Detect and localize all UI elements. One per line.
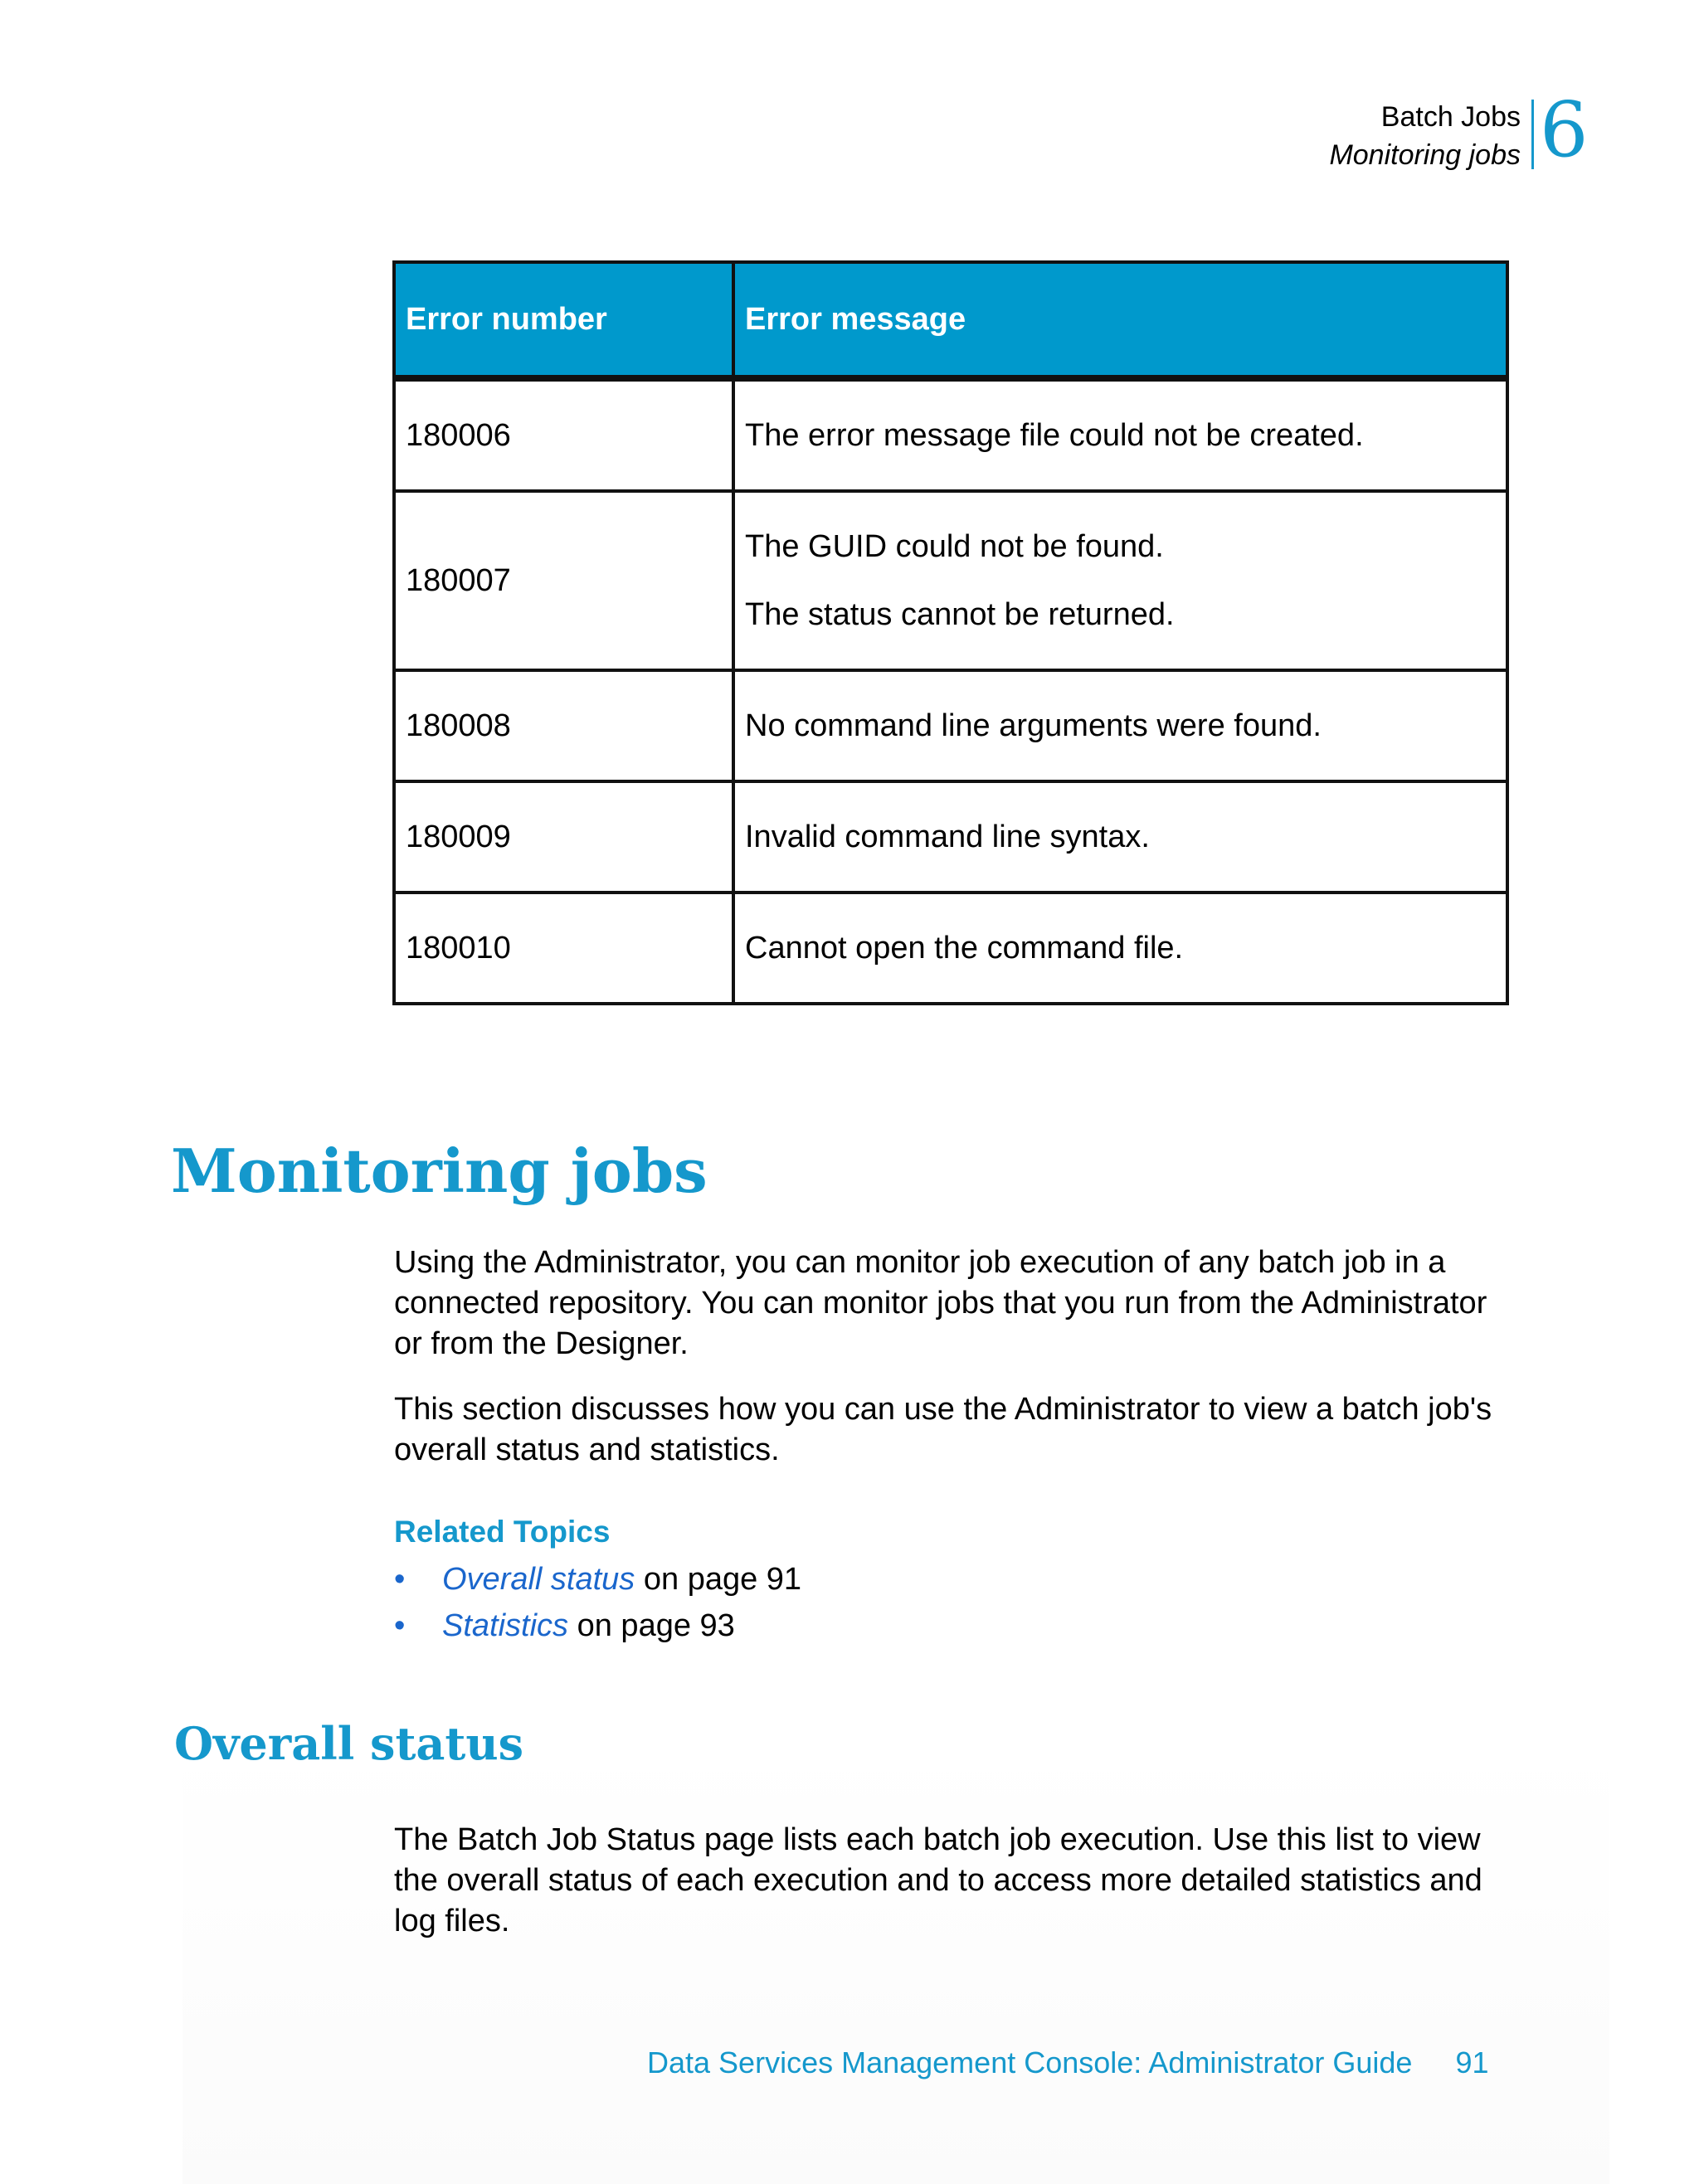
overall-status-link[interactable]: Overall status [442,1562,635,1597]
error-number-cell: 180010 [394,893,733,1004]
error-number-cell: 180006 [394,378,733,491]
table-row [394,491,1507,670]
table-row [394,893,1507,1004]
related-topics-list [394,1556,801,1649]
error-number-cell: 180007 [394,491,733,670]
error-message-line: No command line arguments were found. [745,708,1322,743]
running-header [1329,98,1521,174]
header-error-number: Error number [394,262,733,378]
error-message-line: Cannot open the command file. [745,931,1184,966]
table-header-row [394,262,1507,378]
list-item [394,1603,801,1649]
section-heading-overall-status: Overall status [174,1717,523,1770]
bullet: • [394,1608,406,1643]
table-row [394,670,1507,781]
list-item [394,1556,801,1603]
error-message-cell [733,781,1507,893]
statistics-link[interactable]: Statistics [442,1608,569,1643]
overall-status-paragraph: The Batch Job Status page lists each batch job execution. Use this list to view the overall status of each execution and to access more detailed statistics and log files. [394,1822,1482,1938]
error-message-line: The status cannot be returned. [745,597,1175,632]
page-background-shade [183,1742,1609,2184]
error-message-cell [733,670,1507,781]
error-message-cell [733,378,1507,491]
table-row [394,781,1507,893]
error-number-cell: 180008 [394,670,733,781]
error-message-line: The error message file could not be created. [745,418,1364,453]
error-message-cell [733,893,1507,1004]
related-topics-title: Related Topics [394,1515,611,1549]
section-heading-monitoring-jobs: Monitoring jobs [171,1136,708,1206]
page-number: 91 [1455,2045,1489,2079]
monitoring-paragraph-1: Using the Administrator, you can monitor job execution of any batch job in a connected repository. You can monitor jobs that you run from the Administrator or from the Designer. [394,1245,1487,1361]
table-row [394,378,1507,491]
chapter-divider [1531,100,1534,169]
error-number-cell: 180009 [394,781,733,893]
error-message-line: Invalid command line syntax. [745,820,1150,854]
page-reference: on page 91 [635,1562,802,1597]
running-header-chapter: Batch Jobs [1380,101,1521,133]
running-header-section: Monitoring jobs [1329,139,1521,171]
chapter-number: 6 [1540,85,1589,174]
error-message-cell [733,491,1507,670]
bullet: • [394,1562,406,1597]
error-message-line: The GUID could not be found. [745,529,1164,564]
page-footer [647,2042,1489,2084]
monitoring-paragraph-2: This section discusses how you can use the Administrator to view a batch job's overall status and statistics. [394,1392,1492,1467]
page-reference: on page 93 [568,1608,735,1643]
error-table [392,260,1509,1005]
footer-guide-title: Data Services Management Console: Administrator Guide [647,2045,1413,2079]
header-error-message: Error message [733,262,1507,378]
